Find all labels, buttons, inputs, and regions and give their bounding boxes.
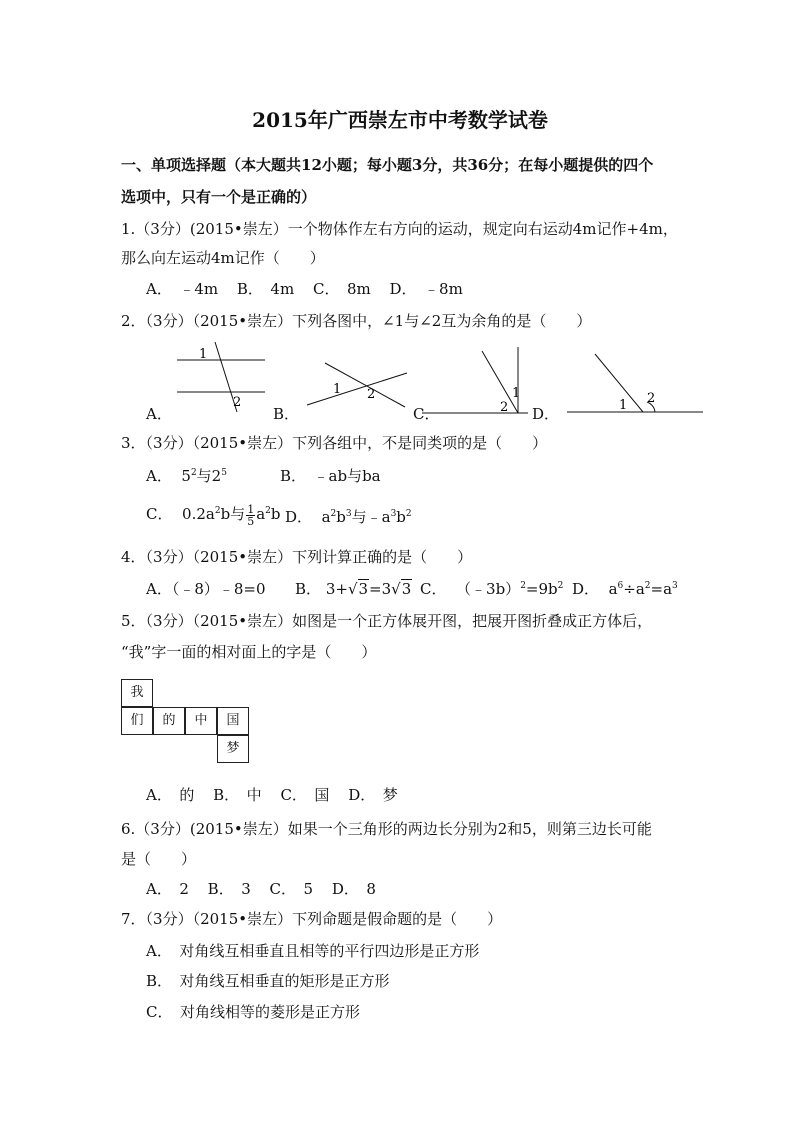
q1-options [146, 278, 477, 299]
q2-c-angle2-label: 2 [500, 400, 509, 415]
q1-stem-line1: 1.（3分）(2015•崇左）一个物体作左右方向的运动，规定向右运动4m记作+4m， [121, 220, 678, 238]
q2-figure-c [420, 345, 530, 417]
net-cell-wo: 我 [121, 679, 153, 707]
section-heading-line2: 选项中，只有一个是正确的） [121, 188, 317, 206]
q2-option-b: B． [273, 405, 300, 423]
q2-option-c: C． [413, 405, 440, 423]
q2-figure-b [305, 355, 410, 415]
q6-option-a: A． 2 [146, 880, 189, 898]
q2-option-a: A． [146, 405, 172, 423]
q5-option-c: C． 国 [280, 786, 330, 804]
q2-a-angle2-label: 2 [233, 395, 242, 410]
q3-option-d: D． $a^2b^3$与$﹣a^3b^2$ [285, 508, 412, 526]
q5-option-b: B． 中 [213, 786, 262, 804]
q7-option-c: C． 对角线相等的菱形是正方形 [146, 1003, 360, 1021]
q4-option-c: C． $(﹣3b)^2=9b^2$ [420, 580, 564, 598]
q6-option-c: C． 5 [269, 880, 314, 898]
q2-a-angle1-label: 1 [199, 347, 208, 362]
section-heading-line1: 一、单项选择题（本大题共12小题；每小题3分，共36分；在每小题提供的四个 [121, 156, 654, 174]
q3-option-a: A． $5^2$与$2^5$ [146, 467, 227, 485]
q2-stem: 2．（3分）（2015•崇左）下列各图中，∠1与∠2互为余角的是（ ） [121, 312, 592, 330]
cube-net-figure [121, 679, 251, 766]
q6-stem-line1: 6.（3分）(2015•崇左）如果一个三角形的两边长分别为2和5，则第三边长可能 [121, 820, 652, 838]
q4-option-d: D． $a^6\div a^2=a^3$ [572, 580, 678, 598]
q2-option-d: D． [532, 405, 560, 423]
q4-option-a: A．（﹣8）﹣8=0 [146, 580, 266, 598]
q5-option-d: D． 梦 [348, 786, 398, 804]
q7-stem: 7．（3分）（2015•崇左）下列命题是假命题的是（ ） [121, 910, 503, 928]
q3-option-b: B． ﹣ab与ba [280, 467, 381, 485]
q5-option-a: A． 的 [146, 786, 195, 804]
net-cell-zhong: 中 [185, 707, 217, 735]
q3-c-fraction: $\frac{1}{5}$ [247, 502, 255, 528]
q1-option-b: B． 4m [236, 280, 295, 298]
q1-stem-line2: 那么向左运动4m记作（ ） [121, 249, 325, 267]
q6-option-b: B． 3 [207, 880, 251, 898]
net-cell-de: 的 [153, 707, 185, 735]
net-cell-guo: 国 [217, 707, 249, 735]
q5-stem-line2: “我”字一面的相对面上的字是（ ） [121, 643, 377, 661]
q1-option-c: C． 8m [312, 280, 371, 298]
q1-option-d: D． ﹣8m [389, 280, 463, 298]
net-cell-men: 们 [121, 707, 153, 735]
q4-stem: 4．（3分）（2015•崇左）下列计算正确的是（ ） [121, 548, 473, 566]
net-cell-meng: 梦 [217, 735, 249, 763]
q3-stem: 3．（3分）（2015•崇左）下列各组中，不是同类项的是（ ） [121, 434, 548, 452]
q2-c-angle1-label: 1 [512, 386, 521, 401]
q6-options [146, 878, 390, 899]
q2-figure-a [175, 340, 270, 415]
q5-options [146, 784, 412, 805]
q7-option-a: A． 对角线互相垂直且相等的平行四边形是正方形 [146, 942, 480, 960]
q2-b-angle1-label: 1 [333, 382, 342, 397]
page-title: 2015年广西崇左市中考数学试卷 [252, 108, 548, 132]
q1-option-a: A． ﹣4m [146, 280, 219, 298]
q2-d-angle1-label: 1 [619, 398, 628, 413]
q2-figure-d [565, 350, 705, 416]
q4-option-b: B． 3+√3=3√3 [295, 580, 412, 598]
q3-option-c: C． $0.2a^2b$与 $\frac{1}{5}$ $a^2b$ [146, 502, 281, 528]
q7-option-b: B． 对角线互相垂直的矩形是正方形 [146, 972, 390, 990]
q5-stem-line1: 5．（3分）（2015•崇左）如图是一个正方体展开图，把展开图折叠成正方体后， [121, 612, 653, 630]
q2-d-angle2-label: 2 [647, 391, 656, 406]
q6-option-d: D． 8 [331, 880, 376, 898]
q6-stem-line2: 是（ ） [121, 850, 197, 868]
q2-b-angle2-label: 2 [367, 387, 376, 402]
